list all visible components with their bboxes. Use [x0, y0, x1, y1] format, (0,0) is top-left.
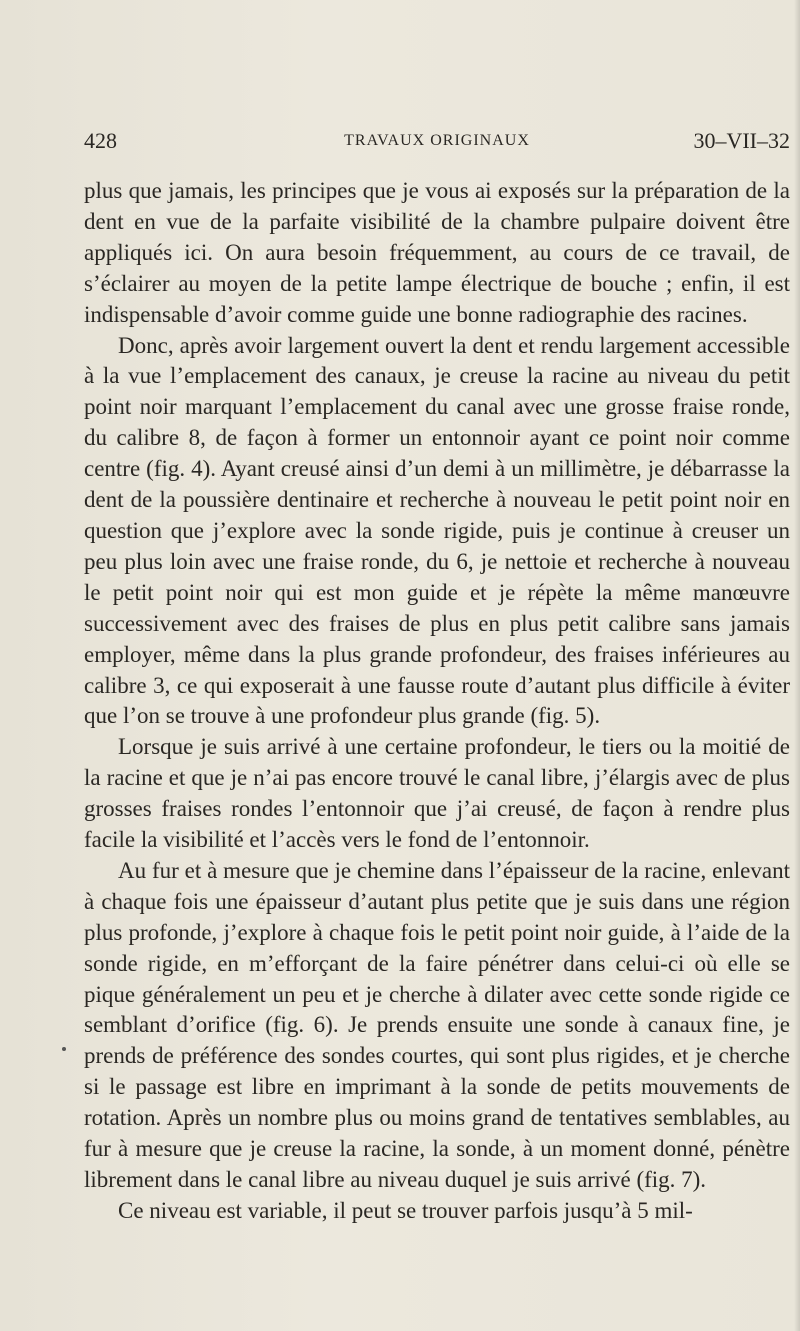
paragraph-3: Lorsque je suis arrivé à une certaine profondeur, le tiers ou la moitié de la racine et que je n’ai pas encore trouvé le canal libre, j’élargis avec de plus grosses fraises rondes l’entonnoir que j’ai creusé, de façon à rendre plus facile la visibilité et l’accès vers le fond de l’entonnoir.: [84, 734, 790, 853]
paragraph-1: plus que jamais, les principes que je vous ai exposés sur la préparation de la dent en vue de la parfaite visibilité de la chambre pulpaire doivent être appliqués ici. On aura besoin fréquemment, au cours de ce travail, de s’éclairer au moyen de la petite lampe électrique de bouche ; enfin, il est indispensable d’avoir comme guide une bonne radiographie des racines.: [84, 178, 790, 327]
paragraph-5: Ce niveau est variable, il peut se trouver parfois jusqu’à 5 mil-: [118, 1197, 693, 1223]
page-number: 428: [84, 128, 117, 153]
running-header: [84, 128, 790, 158]
margin-mark: [62, 1047, 66, 1051]
running-title: TRAVAUX ORIGINAUX: [344, 132, 530, 149]
page-edge-shadow: [794, 0, 800, 1331]
paragraph-4: Au fur et à mesure que je chemine dans l’épaisseur de la racine, enlevant à chaque fois une épaisseur d’autant plus petite que je suis dans une région plus profonde, j’explore à chaque fois le petit point noir guide, à l’aide de la sonde rigide, en m’efforçant de la faire pénétrer dans celui-ci où elle se pique généralement un peu et je cherche à dilater avec cette sonde rigide ce semblant d’orifice (fig. 6). Je prends ensuite une sonde à canaux fine, je prends de préférence des sondes courtes, qui sont plus rigides, et je cherche si le passage est libre en imprimant à la sonde de petits mouvements de rotation. Après un nombre plus ou moins grand de tentatives semblables, au fur à mesure que je creuse la racine, la sonde, à un moment donné, pénètre librement dans le canal libre au niveau duquel je suis arrivé (fig. 7).: [84, 857, 790, 1192]
body-text: [84, 176, 790, 1227]
paragraph-2: Donc, après avoir largement ouvert la dent et rendu largement accessible à la vue l’emplacement des canaux, je creuse la racine au niveau du petit point noir marquant l’emplacement du canal avec une grosse fraise ronde, du calibre 8, de façon à former un entonnoir ayant ce point noir comme centre (fig. 4). Ayant creusé ainsi d’un demi à un millimètre, je débarrasse la dent de la poussière dentinaire et recherche à nouveau le petit point noir en question que j’explore avec la sonde rigide, puis je continue à creuser un peu plus loin avec une fraise ronde, du 6, je nettoie et recherche à nouveau le petit point noir qui est mon guide et je répète la même manœuvre successivement avec des fraises de plus en plus petit calibre sans jamais employer, même dans la plus grande profondeur, des fraises inférieures au calibre 3, ce qui exposerait à une fausse route d’autant plus difficile à éviter que l’on se trouve à une profondeur plus grande (fig. 5).: [84, 332, 790, 729]
issue-date: 30–VII–32: [693, 128, 790, 153]
